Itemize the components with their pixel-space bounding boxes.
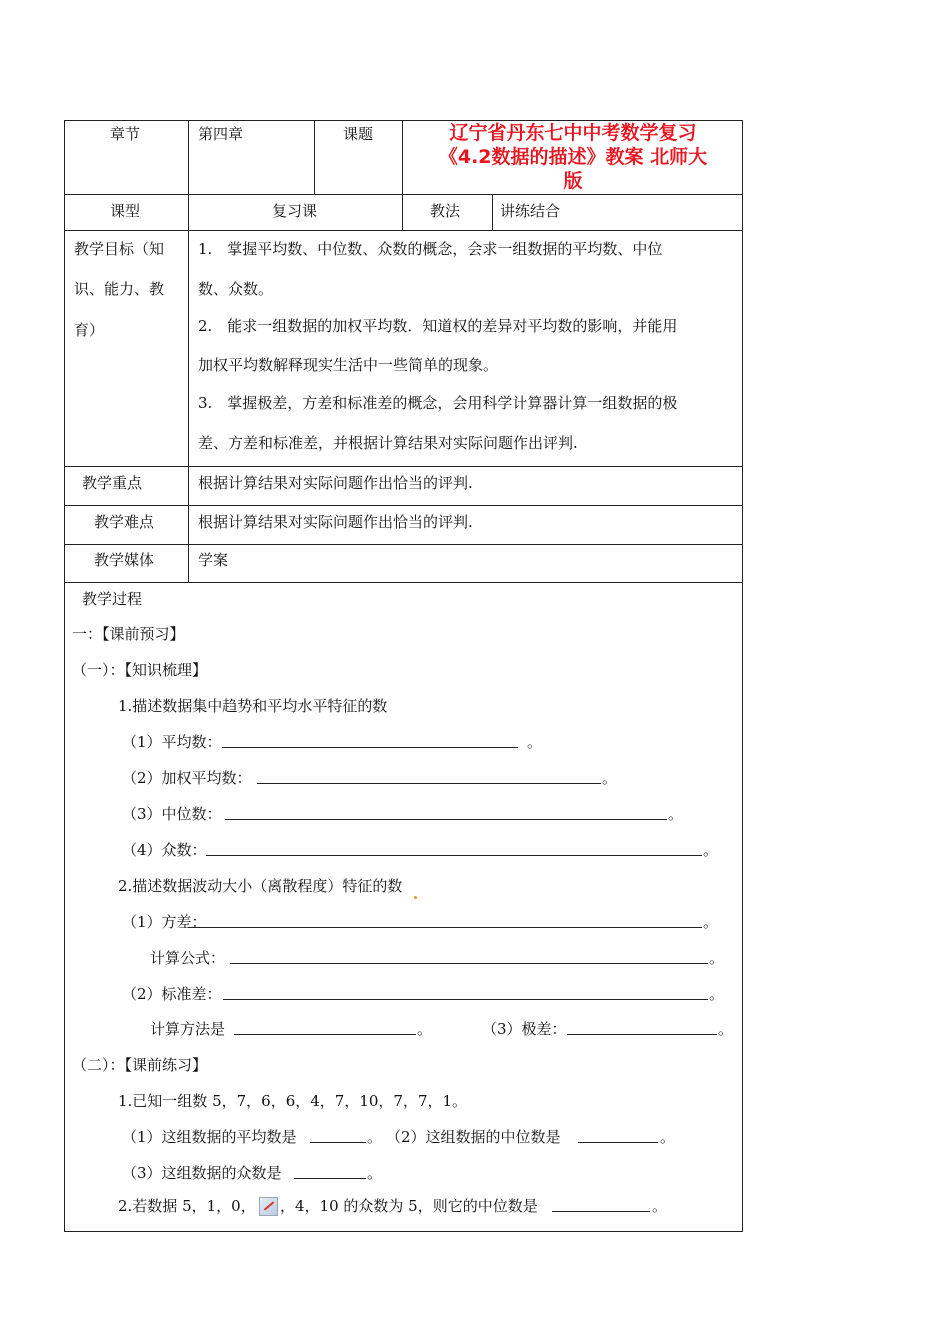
question-2-title: 2.描述数据波动大小（离散程度）特征的数 [118,877,403,895]
mode-answer-blank[interactable] [294,1178,366,1179]
column-divider [402,194,403,230]
question-1-title: 1.描述数据集中趋势和平均水平特征的数 [118,697,388,715]
pre-class-practice-heading: （二）：【课前练习】 [72,1056,208,1074]
formula-label: 计算公式： [150,949,226,967]
column-divider [314,120,315,194]
row-divider [64,194,743,195]
exercise-1a: （1）这组数据的平均数是 [122,1128,297,1146]
exercise-2-suffix: ，4，10 的众数为 5，则它的中位数是 [280,1197,538,1215]
teaching-method-value: 讲练结合 [500,202,561,220]
mean-answer-blank[interactable] [310,1142,366,1143]
process-heading: 教学过程 [82,590,143,608]
std-dev-label: （2）标准差： [122,985,222,1003]
period: 。 [703,841,719,859]
period: 。 [668,805,684,823]
column-divider [188,120,189,582]
median-answer-blank[interactable] [578,1142,658,1143]
period: 。 [709,985,725,1003]
lesson-type-value: 复习课 [272,202,318,220]
column-divider [402,120,403,194]
key-point-value: 根据计算结果对实际问题作出恰当的评判. [198,474,473,492]
lesson-title-line-2: 《4.2数据的描述》教案 北师大 [438,146,708,168]
period: 。 [703,913,719,931]
row-divider [64,230,743,231]
exercise-1c: （3）这组数据的众数是 [122,1164,282,1182]
period: 。 [660,1128,676,1146]
chapter-label: 章节 [110,125,141,143]
lesson-title-line-1: 辽宁省丹东七中中考数学复习 [449,122,697,144]
teaching-method-label: 教法 [430,202,461,220]
row-divider [64,544,743,545]
weighted-mean-blank[interactable] [257,783,601,784]
variance-blank[interactable] [188,927,702,928]
chapter-value: 第四章 [198,125,244,143]
section-preview-heading: 一：【课前预习】 [72,625,185,643]
range-blank[interactable] [567,1034,717,1035]
goal-item-1-line-2: 数、众数。 [198,280,274,298]
key-point-label: 教学重点 [82,474,143,492]
period: 。 [417,1020,433,1038]
period: 。 [527,733,543,751]
weighted-mean-label: （2）加权平均数： [122,769,252,787]
topic-label: 课题 [343,125,374,143]
median-label: （3）中位数： [122,805,222,823]
period: 。 [652,1197,668,1215]
lesson-title-line-3: 版 [563,170,583,192]
std-dev-blank[interactable] [223,999,708,1000]
method-label: 计算方法是 [150,1020,226,1038]
stray-mark [414,896,417,899]
lesson-type-label: 课型 [110,202,141,220]
mean-blank[interactable] [222,747,518,748]
mode-label: （4）众数： [122,841,207,859]
variance-label: （1）方差： [122,913,207,931]
row-divider [64,505,743,506]
knowledge-review-heading: （一）：【知识梳理】 [72,661,208,679]
period: 。 [367,1164,383,1182]
goals-label-line: 育） [74,321,105,339]
median-blank[interactable] [225,819,667,820]
unknown-value-icon [259,1197,278,1216]
column-divider [492,194,493,230]
exercise-2-prefix: 2.若数据 5，1，0， [118,1197,256,1215]
goal-item-3-line-2: 差、方差和标准差，并根据计算结果对实际问题作出评判. [198,434,578,452]
median-result-blank[interactable] [552,1211,650,1212]
difficulty-label: 教学难点 [94,513,155,531]
mean-label: （1）平均数： [122,733,222,751]
goals-label-line: 教学目标（知 [74,240,165,258]
period: 。 [602,769,618,787]
goal-item-2-line-2: 加权平均数解释现实生活中一些简单的现象。 [198,356,499,374]
mode-blank[interactable] [206,855,702,856]
row-divider [64,466,743,467]
period: 。 [718,1020,734,1038]
goal-item-1-line-1: 1. 掌握平均数、中位数、众数的概念，会求一组数据的平均数、中位 [198,240,663,258]
exercise-1: 1.已知一组数 5，7，6，6，4，7，10，7，7，1。 [118,1092,468,1110]
goal-item-3-line-1: 3. 掌握极差，方差和标准差的概念，会用科学计算器计算一组数据的极 [198,394,678,412]
media-label: 教学媒体 [94,551,155,569]
media-value: 学案 [198,551,229,569]
exercise-1b: （2）这组数据的中位数是 [386,1128,561,1146]
period: 。 [709,949,725,967]
period: 。 [367,1128,383,1146]
method-blank[interactable] [234,1034,416,1035]
difficulty-value: 根据计算结果对实际问题作出恰当的评判. [198,513,473,531]
lesson-title [404,121,742,193]
goal-item-2-line-1: 2. 能求一组数据的加权平均数．知道权的差异对平均数的影响，并能用 [198,317,678,335]
formula-blank[interactable] [230,963,708,964]
range-label: （3）极差： [482,1020,567,1038]
row-divider [64,582,743,583]
goals-label-line: 识、能力、教 [74,280,165,298]
